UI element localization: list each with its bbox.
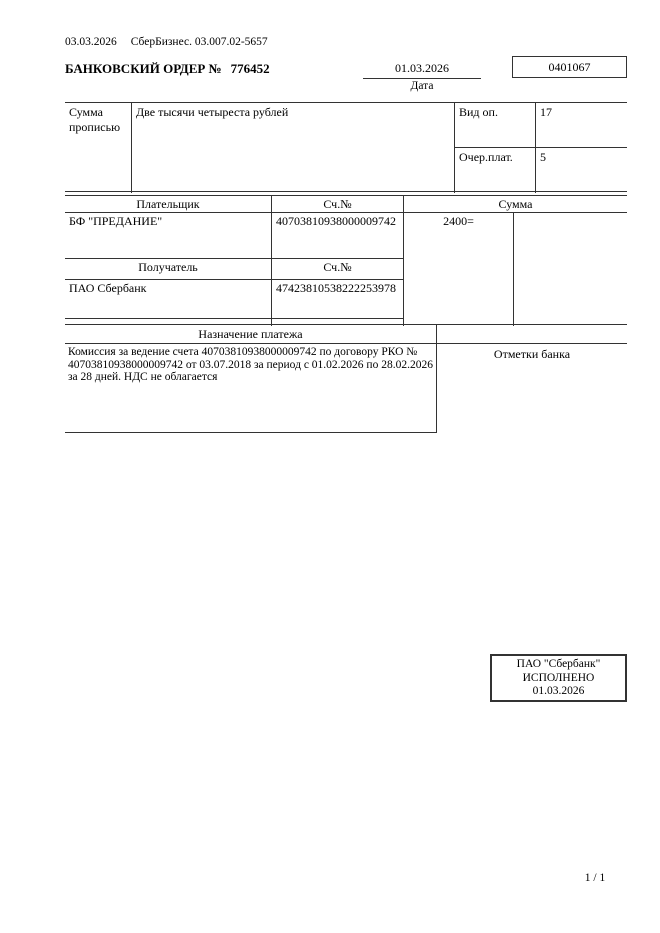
order-date: 01.03.2026 — [363, 61, 481, 79]
amount-in-words-value: Две тысячи четыреста рублей — [132, 103, 455, 193]
payer-receiver-table — [65, 195, 627, 325]
sum-value: 2400= — [404, 213, 514, 326]
purpose-table — [65, 324, 627, 432]
payment-priority-value: 5 — [540, 150, 546, 164]
sum-empty-cell — [514, 213, 627, 326]
payer-account-label: Сч.№ — [272, 196, 404, 213]
document-header — [65, 36, 268, 48]
receiver-section-label: Получатель — [65, 259, 272, 280]
print-date: 03.03.2026 — [65, 36, 117, 48]
form-code-box — [512, 56, 627, 78]
form-code: 0401067 — [548, 59, 591, 74]
amount-in-words-label: Сумма прописью — [65, 103, 132, 193]
payer-account: 40703810938000009742 — [272, 213, 404, 259]
payment-priority-label: Очер.плат. — [455, 148, 536, 193]
order-date-block — [363, 61, 481, 92]
app-version-label: СберБизнес. 03.007.02-5657 — [130, 36, 268, 48]
stamp-status: ИСПОЛНЕНО — [522, 671, 595, 684]
stamp-date: 01.03.2026 — [532, 685, 585, 697]
date-label: Дата — [410, 80, 434, 92]
operation-type-label: Вид оп. — [455, 103, 536, 148]
execution-stamp — [490, 654, 627, 702]
bank-marks-label: Отметки банка — [493, 347, 571, 361]
purpose-label: Назначение платежа — [65, 325, 437, 344]
receiver-name: ПАО Сбербанк — [65, 280, 272, 319]
receiver-account-label: Сч.№ — [272, 259, 404, 280]
sum-column-label: Сумма — [404, 196, 627, 213]
operation-type-value: 17 — [536, 103, 627, 148]
payer-name: БФ "ПРЕДАНИЕ" — [65, 213, 272, 259]
amount-table — [65, 102, 627, 192]
purpose-header-empty-cell — [437, 325, 627, 344]
document-title-row — [65, 61, 270, 77]
document-title: БАНКОВСКИЙ ОРДЕР № — [65, 61, 222, 76]
receiver-account: 47423810538222253978 — [272, 280, 404, 319]
purpose-text: Комиссия за ведение счета 40703810938000009742 по договору РКО № 40703810938000009742 от 03.07.2018 за период с 01.02.2026 по 28.02.2026 за 28 дней. НДС не облагается — [65, 344, 437, 433]
payer-section-label: Плательщик — [65, 196, 272, 213]
page-number: 1 / 1 — [584, 872, 606, 884]
order-number: 776452 — [230, 61, 270, 76]
stamp-bank-name: ПАО "Сбербанк" — [516, 658, 601, 670]
